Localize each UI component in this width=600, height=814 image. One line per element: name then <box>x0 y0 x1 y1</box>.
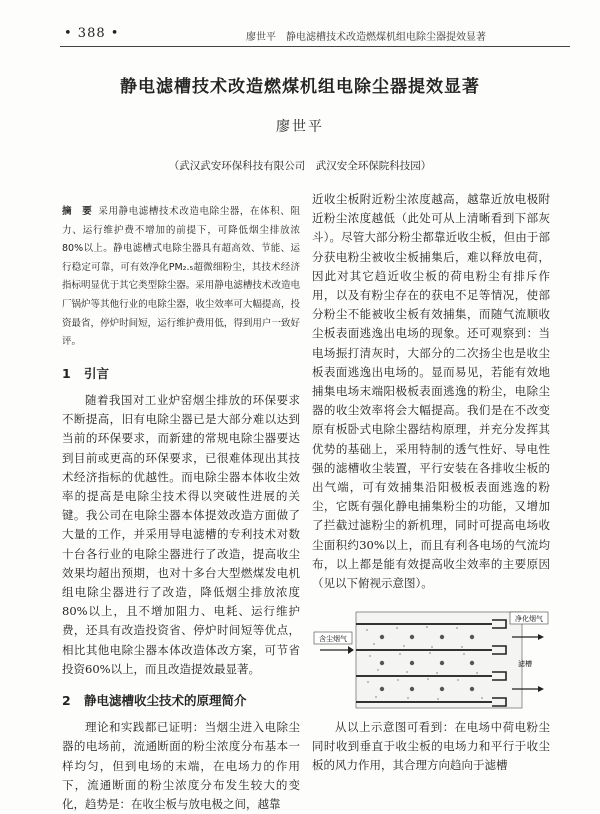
author: 廖世平 <box>276 119 324 135</box>
section-1-paragraph: 随着我国对工业炉窑烟尘排放的环保要求不断提高，旧有电除尘器已是大部分难以达到当前的环保要求，而新建的常规电除尘器要达到目前或更高的环保要求，已很难体现出其技术经济指标的优越性。而电除尘器本体收尘效率的提高是电除尘技术得以突破性进展的关键。我公司在电除尘器本体提效改造方面做了大量的工作，并采用导电滤槽的专利技术对数十台各行业的电除尘器进行了改造，提高收尘效果均超出预期，也对十多台大型燃煤发电机组电除尘器进行了改造，降低烟尘排放浓度80%以上，且不增加阻力、电耗、运行维护费，还具有改造投资省、停炉时间短等优点，相比其他电除尘器本体改造体改方案，可节省投资60%以上，而且改造提效最显著。 <box>62 392 300 676</box>
outlet-label: 净化烟气 <box>515 615 543 623</box>
precipitator-body <box>356 612 522 708</box>
section-1-heading: 1 引言 <box>62 365 110 381</box>
page-number: • 388 • <box>64 26 120 41</box>
running-head: 廖世平 静电滤槽技术改造燃煤机组电除尘器提效显著 <box>246 32 486 43</box>
schematic-figure <box>312 604 550 716</box>
header-rule <box>60 46 570 47</box>
right-column <box>312 190 550 593</box>
right-column-paragraph: 近收尘板附近粉尘浓度越高，越靠近放电极附近粉尘浓度越低（此处可从上清晰看到下部灰斗）。尽管大部分粉尘都靠近收尘板，但由于部分获电粉尘被收尘板捕集后，难以释放电荷，因此对其它趋近收尘板的荷电粉尘有排斥作用，以及有粉尘存在的获电不足等情况，使部分粉尘不能被收尘板有效捕集，而随气流顺收尘板表面逃逸出电场的现象。还可观察到：当电场振打清灰时，大部分的二次扬尘也是收尘板表面逃逸出电场的。显而易见，若能有效地捕集电场末端阳极板表面逃逸的粉尘，电除尘器的收尘效率将会大幅提高。我们是在不改变原有板卧式电除尘器结构原理，并充分发挥其优势的基础上，采用特制的透气性好、导电性强的滤槽收尘装置，平行安装在各排收尘板的出气端，可有效捕集沿阳极板表面逃逸的粉尘，它既有强化静电捕集粉尘的功能，又增加了拦截过滤粉尘的新机理，同时可提高电场收尘面积约30%以上，而且有利各电场的气流均布，以上都是能有效提高收尘效率的主要原因（见以下俯视示意图）。 <box>312 192 550 591</box>
section-2-paragraph: 理论和实践都已证明：当烟尘进入电除尘器的电场前，流通断面的粉尘浓度分布基本一样均匀，但到电场的末端，在电场力的作用下，流通断面的粉尘浓度分布发生较大的变化，趋势是：在收尘板与放电极之间，越靠 <box>62 720 300 812</box>
affiliation: （武汉武安环保科技有限公司 武汉安全环保院科技园） <box>168 160 432 172</box>
abstract-label: 摘 要 <box>62 206 93 217</box>
inlet-label: 含尘烟气 <box>319 635 347 643</box>
filter-label: 滤槽 <box>518 660 532 668</box>
after-figure-text: 从以上示意图可看到：在电场中荷电粉尘同时收到垂直于收尘板的电场力和平行于收尘板的风力作用，其合理方向趋向于滤槽 <box>312 720 550 773</box>
abstract <box>62 203 300 352</box>
paper-title: 静电滤槽技术改造燃煤机组电除尘器提效显著 <box>120 77 480 97</box>
left-column <box>62 203 300 814</box>
abstract-text: 采用静电滤槽技术改造电除尘器，在体积、阻力、运行维护费不增加的前提下，可降低烟尘排放浓80%以上。静电滤槽式电除尘器具有超高效、节能、运行稳定可靠，可有效净化PM₂.₅超微细粉尘，其技术经济指标明显优于其它类型除尘器。采用静电滤槽技术改造电厂锅炉等其他行业的电除尘器，收尘效率可大幅提高，投资最省，停炉时间短，运行维护费用低，得到用户一致好评。 <box>62 206 300 348</box>
section-2-heading: 2 静电滤槽收尘技术的原理简介 <box>62 693 247 708</box>
